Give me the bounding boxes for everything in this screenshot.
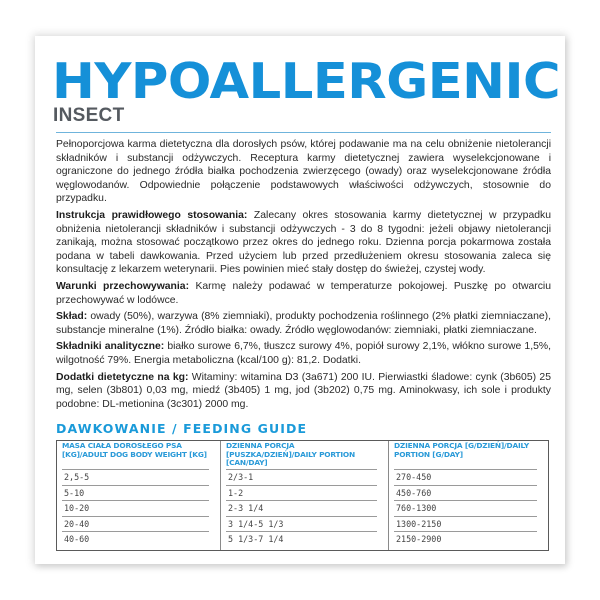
table-cell: 450-760 — [394, 485, 537, 501]
product-description — [56, 138, 551, 414]
table-cell: 5 1/3-7 1/4 — [226, 531, 377, 547]
table-cell: 2-3 1/4 — [226, 500, 377, 516]
section-label: Dodatki dietetyczne na kg: — [56, 371, 189, 383]
intro-paragraph: Pełnoporcjowa karma dietetyczna dla dorosłych psów, której podawanie ma na celu obniżenie nietolerancji składników i substancji odżywczych. Receptura karmy dietetycznej zawiera wyselekcjonowane i ograniczone do jednego źródła białka pochodzenia zwierzęcego (owady) oraz wyselekcjonowane źródła węglowodanów. Odpowiednie połączenie podstawowych właściwości odżywczych, stosownie do przypadku. — [56, 139, 551, 205]
table-cell: 3 1/4-5 1/3 — [226, 516, 377, 532]
table-cell: 2/3-1 — [226, 469, 377, 485]
section-text: Zalecany okres stosowania karmy dietetycznej w przypadku obniżenia nietolerancji składników i substancji odżywczych - 3 do 8 tygodni: jeżeli objawy nietolerancji zanikają, można stosować początkowo przez okres do jednego roku. Dzienna porcja pokarmowa została podana w tabeli dawkowania. Przed użyciem lub przed przedłużeniem okresu stosowania zaleca się konsultację z lekarzem weterynarii. Pies powinien mieć stały dostęp do świeżej, czystej wody. — [56, 209, 551, 276]
column-header: DZIENNA PORCJA [PUSZKA/DZIEŃ]/DAILY PORTION [CAN/DAY] — [226, 441, 355, 468]
section-text: owady (50%), warzywa (8% ziemniaki), produkty pochodzenia roślinnego (2% płatki ziemniaczane), substancje mineralne (1%). Źródło białka: owady. Źródło węglowodanów: ziemniaki, płatki ziemniaczane. — [56, 311, 551, 336]
table-cell: 5-10 — [62, 485, 209, 501]
section-text: białko surowe 6,7%, tłuszcz surowy 4%, popiół surowy 2,1%, włókno surowe 1,5%, wilgotność 79%. Energia metaboliczna (kcal/100 g): 81,2. Dodatki. — [56, 341, 551, 366]
section-label: Skład: — [56, 311, 88, 323]
section-label: Składniki analityczne: — [56, 341, 165, 353]
section-label: Warunki przechowywania: — [56, 280, 190, 292]
storage-conditions-paragraph — [56, 280, 551, 307]
table-cell: 2,5-5 — [62, 469, 209, 485]
table-cell: 1-2 — [226, 485, 377, 501]
product-title: HYPOALLERGENIC — [52, 53, 561, 110]
table-column-body-weight — [57, 441, 220, 550]
feeding-guide-title: DAWKOWANIE / FEEDING GUIDE — [56, 421, 308, 436]
table-cell: 40-60 — [62, 531, 209, 547]
table-cell: 270-450 — [394, 469, 537, 485]
table-cell: 10-20 — [62, 500, 209, 516]
section-text: Witaminy: witamina D3 (3a671) 200 IU. Pierwiastki śladowe: cynk (3b605) 25 mg, selen (3b801) 0,03 mg, miedź (3b405) 1 mg, jod (3b202) 0,75 mg. Aminokwasy, ich sole i produkty podobne: DL-metionina (3c301) 2000 mg. — [56, 371, 551, 410]
table-cell: 2150-2900 — [394, 531, 537, 547]
composition-paragraph — [56, 310, 551, 337]
table-cell: 20-40 — [62, 516, 209, 532]
dietetic-additives-paragraph — [56, 371, 551, 412]
section-label: Instrukcja prawidłowego stosowania: — [56, 209, 248, 221]
column-header: MASA CIAŁA DOROSŁEGO PSA [KG]/ADULT DOG BODY WEIGHT [KG] — [62, 441, 207, 459]
feeding-guide-table — [56, 440, 549, 551]
product-subtitle: INSECT — [53, 105, 125, 126]
title-divider — [56, 132, 551, 133]
section-text: Karmę należy podawać w temperaturze pokojowej. Puszkę po otwarciu przechowywać w lodówce. — [56, 280, 551, 306]
product-label-card — [35, 36, 565, 564]
analytical-constituents-paragraph — [56, 340, 551, 367]
column-header: DZIENNA PORCJA [G/DZIEŃ]/DAILY PORTION [G/DAY] — [394, 441, 530, 459]
table-column-daily-cans — [220, 441, 388, 550]
table-cell: 760-1300 — [394, 500, 537, 516]
usage-instructions-paragraph — [56, 209, 551, 277]
table-column-daily-grams — [388, 441, 548, 550]
table-cell: 1300-2150 — [394, 516, 537, 532]
